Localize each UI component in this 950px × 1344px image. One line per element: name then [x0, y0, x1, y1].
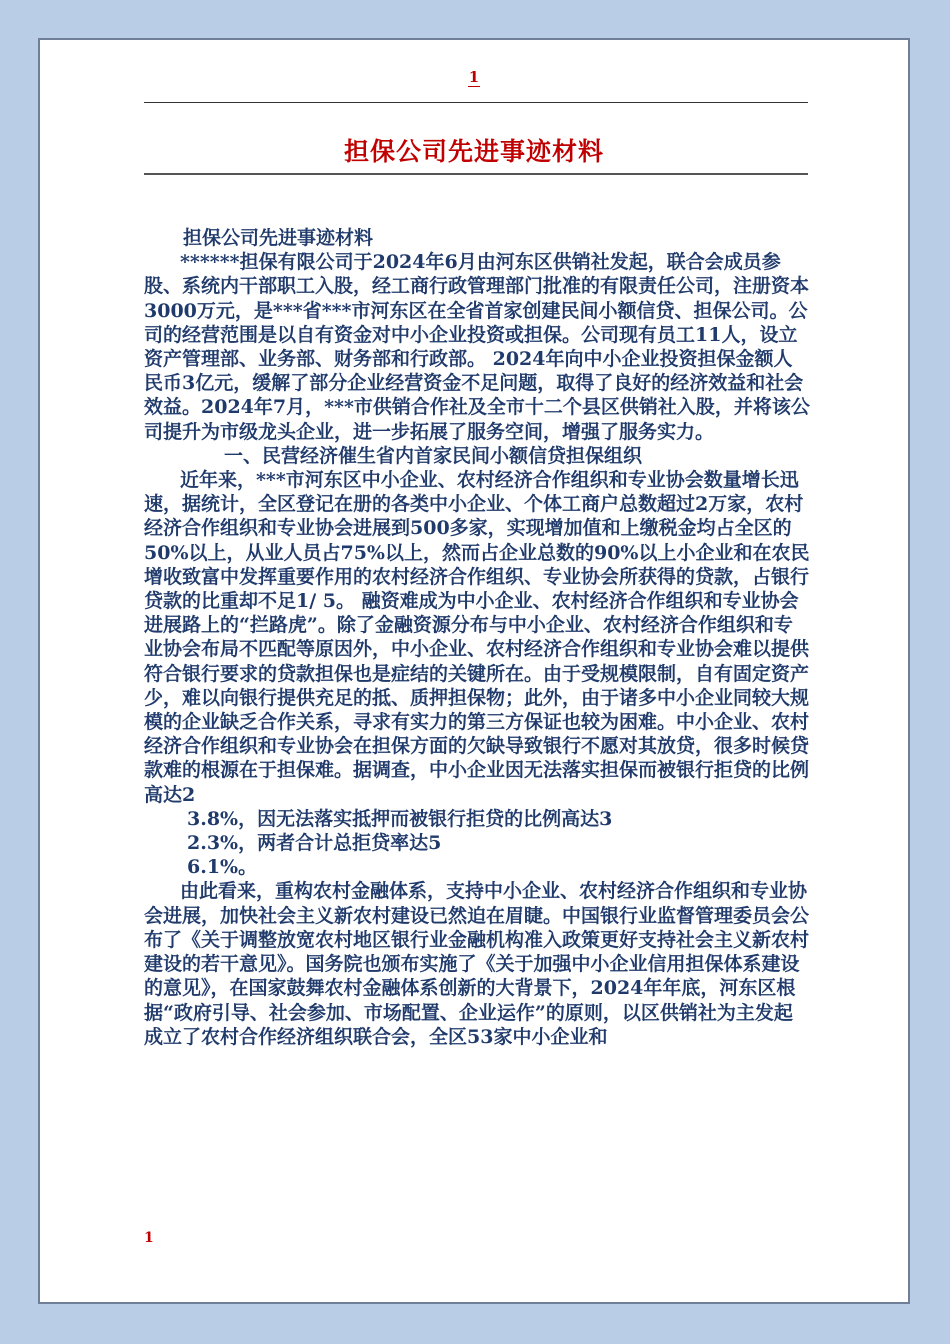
document-title: 担保公司先进事迹材料 — [343, 137, 604, 166]
header-page-number: 1 — [468, 68, 480, 86]
header-rule — [144, 102, 808, 103]
paragraph-percentage-2: 2.3%，两者合计总拒贷率达5 — [187, 832, 442, 855]
title-rule — [144, 173, 808, 175]
body-sub-title: 担保公司先进事迹材料 — [183, 227, 374, 249]
footer-page-number: 1 — [144, 1230, 154, 1246]
paragraph-percentage-1: 3.8%，因无法落实抵押而被银行拒贷的比例高达3 — [187, 807, 613, 830]
paragraph-background: 近年来，***市河东区中小企业、农村经济合作组织和专业协会数量增长迅速，据统计，全区登记在册的各类中小企业、个体工商户总数超过2万家，农村经济合作组织和专业协会进展到500多家，实现增加值和上缴税金均占全区的50%以上，从业人员占75%以上，然而占企业总数的90%以上小企业和在农民增收致富中发挥重要作用的农村经济合作组织、专业协会所获得的贷款，占银行贷款的比重却不足1/ 5。 融资难成为中小企业、农村经济合作组织和专业协会进展路上的“拦路虎”。除了金融资源分布与中小企业、农村经济合作组织和专业协会布局不匹配等原因外，中小企业、农村经济合作组织和专业协会难以提供符合银行要求的贷款担保也是症结的关键所在。由于受规模限制，自有固定资产少，难以向银行提供充足的抵、质押担保物；此外，由于诸多中小企业同较大规模的企业缺乏合作关系，寻求有实力的第三方保证也较为困难。中小企业、农村经济合作组织和专业协会在担保方面的欠缺导致银行不愿对其放贷，很多时候贷款难的根源在于担保难。据调查，中小企业因无法落实担保而被银行拒贷的比例高达2 — [144, 469, 810, 806]
section-heading: 一、民营经济催生省内首家民间小额信贷担保组织 — [224, 444, 643, 467]
document-page — [38, 38, 910, 1304]
paragraph-intro: ******担保有限公司于2024年6月由河东区供销社发起，联合会成员参股、系统内干部职工入股，经工商行政管理部门批准的有限责任公司，注册资本3000万元，是***省***市河东区在全省首家创建民间小额信贷、担保公司。公司的经营范围是以自有资金对中小企业投资或担保。公司现有员工11人，设立资产管理部、业务部、财务部和行政部。 2024年向中小企业投资担保金额人民币3亿元，缓解了部分企业经营资金不足问题，取得了良好的经济效益和社会效益。2024年7月，***市供销合作社及全市十二个县区供销社入股，并将该公司提升为市级龙头企业，进一步拓展了服务空间，增强了服务实力。 — [144, 251, 810, 443]
paragraph-percentage-3: 6.1%。 — [187, 856, 258, 879]
paragraph-policy: 由此看来，重构农村金融体系，支持中小企业、农村经济合作组织和专业协会进展，加快社会主义新农村建设已然迫在眉睫。中国银行业监督管理委员会公布了《关于调整放宽农村地区银行业金融机构准入政策更好支持社会主义新农村建设的若干意见》。国务院也颁布实施了《关于加强中小企业信用担保体系建设的意见》，在国家鼓舞农村金融体系创新的大背景下，2024年年底，河东区根据“政府引导、社会参加、市场配置、企业运作”的原则，以区供销社为主发起成立了农村合作经济组织联合会，全区53家中小企业和 — [144, 880, 810, 1048]
document-body — [144, 226, 810, 1049]
